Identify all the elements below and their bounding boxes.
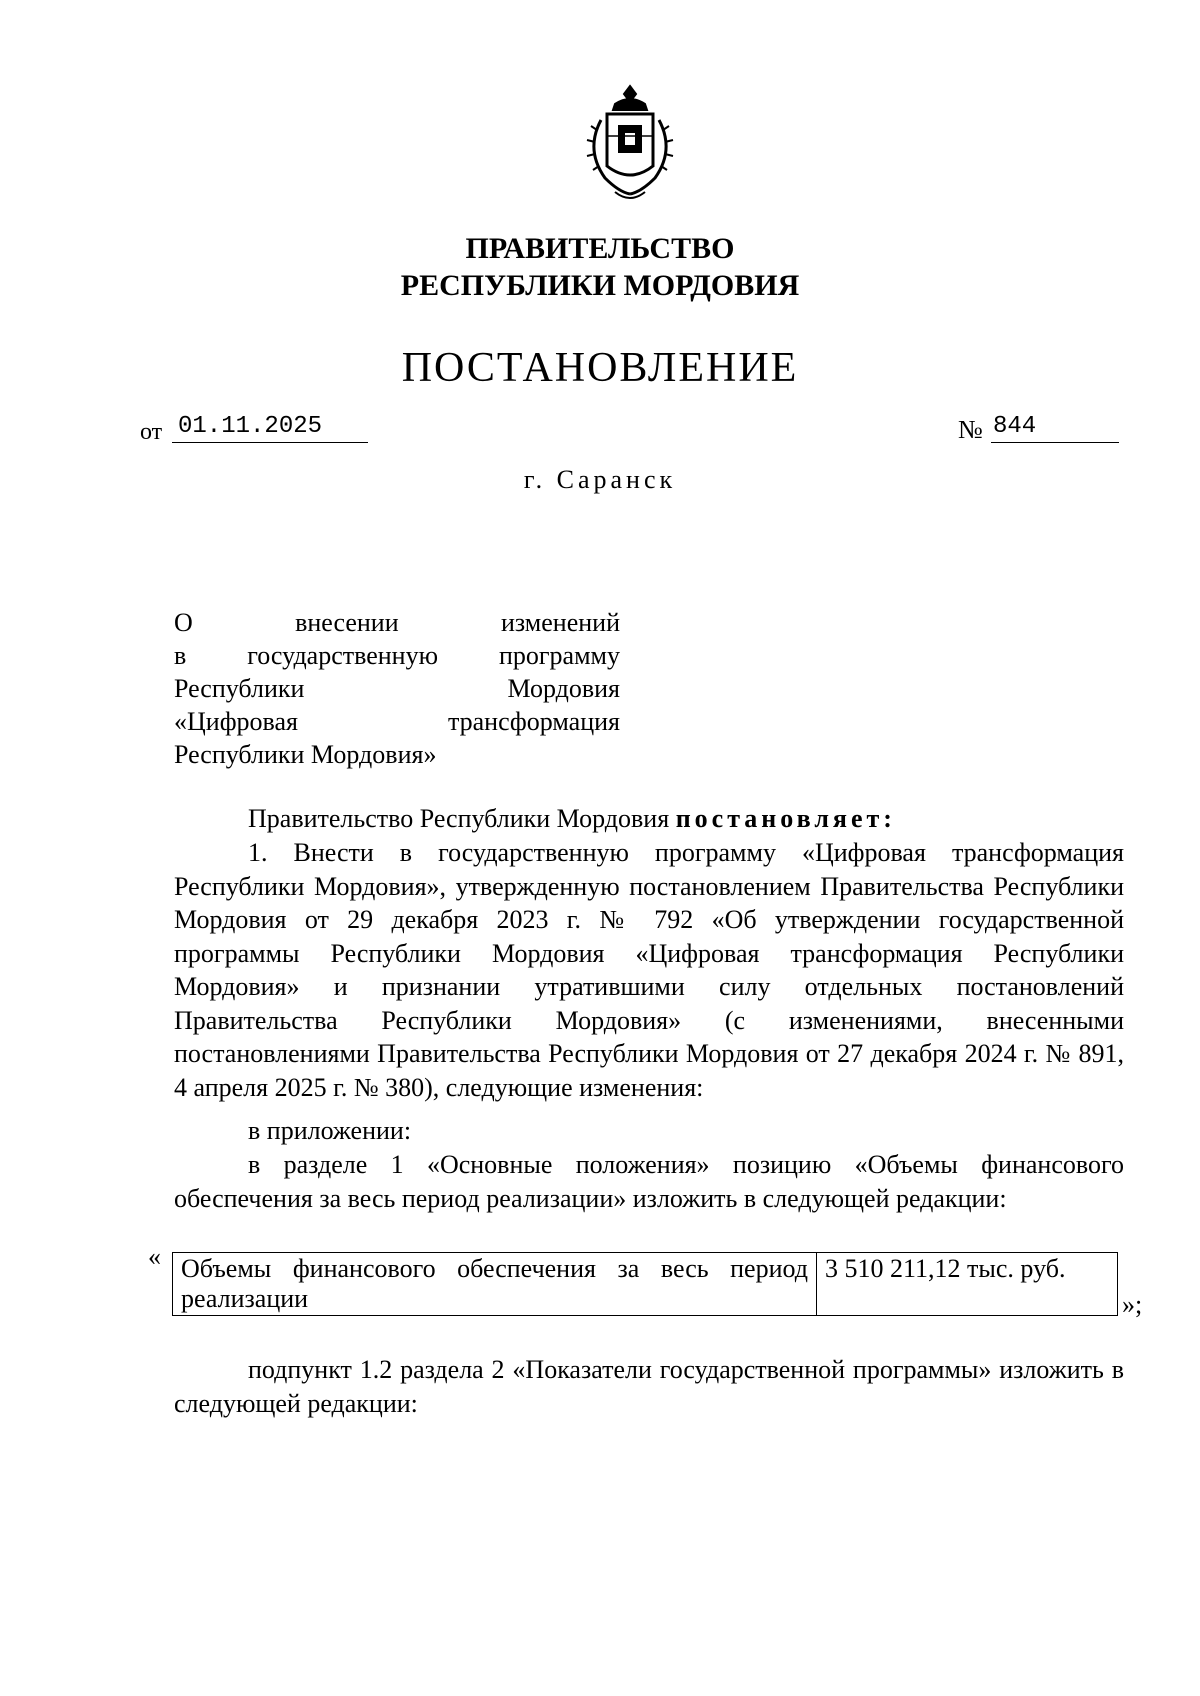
document-number: 844 (991, 413, 1119, 443)
number-prefix: № (958, 415, 983, 444)
funding-value-cell: 3 510 211,12 тыс. руб. (817, 1253, 1118, 1316)
paragraph-3 (174, 1148, 1124, 1215)
government-name-line2: РЕСПУБЛИКИ МОРДОВИЯ (400, 269, 800, 302)
paragraph-text: в приложении: (248, 1116, 412, 1145)
paragraph-4 (174, 1353, 1124, 1420)
intro-paragraph (174, 802, 1124, 836)
quote-close: »; (1122, 1290, 1143, 1319)
resolves-word: постановляет: (675, 804, 896, 833)
subject-line: Республики Мордовия» (174, 740, 437, 769)
paragraph-text: 1. Внести в государственную программу «Цифровая трансформация Республики Мордовия», утвержденную постановлением Правительства Республики Мордовия от 29 декабря 2023 г. № 792 «Об утверждении государственной программы Республики Мордовия «Цифровая трансформация Республики Мордовия» и признании утратившими силу отдельных постановлений Правительства Республики Мордовия» (с изменениями, внесенными постановлениями Правительства Республики Мордовия от 27 декабря 2024 г. № 891, 4 апреля 2025 г. № 380), следующие изменения: (174, 838, 1124, 1102)
paragraph-2 (174, 1114, 1124, 1148)
document-date: 01.11.2025 (172, 413, 368, 443)
subject-line: Республики Мордовия (174, 674, 620, 703)
document-type: ПОСТАНОВЛЕНИЕ (401, 345, 799, 391)
document-subject (174, 606, 620, 771)
government-name-line1: ПРАВИТЕЛЬСТВО (465, 232, 735, 265)
table-row (173, 1253, 1118, 1316)
coat-of-arms-icon (575, 80, 685, 208)
subject-line: О внесении изменений (174, 608, 620, 637)
city: г. Саранск (523, 465, 677, 494)
quote-open: « (148, 1242, 161, 1271)
paragraph-1 (174, 836, 1124, 1104)
funding-label-cell: Объемы финансового обеспечения за весь период реализации (173, 1253, 817, 1316)
intro-text: Правительство Республики Мордовия (248, 804, 676, 833)
subject-line: в государственную программу (174, 641, 620, 670)
funding-table (172, 1252, 1118, 1316)
paragraph-text: подпункт 1.2 раздела 2 «Показатели государственной программы» изложить в следующей редакции: (174, 1355, 1124, 1418)
subject-line: «Цифровая трансформация (174, 707, 620, 736)
paragraph-text: в разделе 1 «Основные положения» позицию «Объемы финансового обеспечения за весь период реализации» изложить в следующей редакции: (174, 1150, 1124, 1213)
date-prefix: от (140, 419, 163, 445)
